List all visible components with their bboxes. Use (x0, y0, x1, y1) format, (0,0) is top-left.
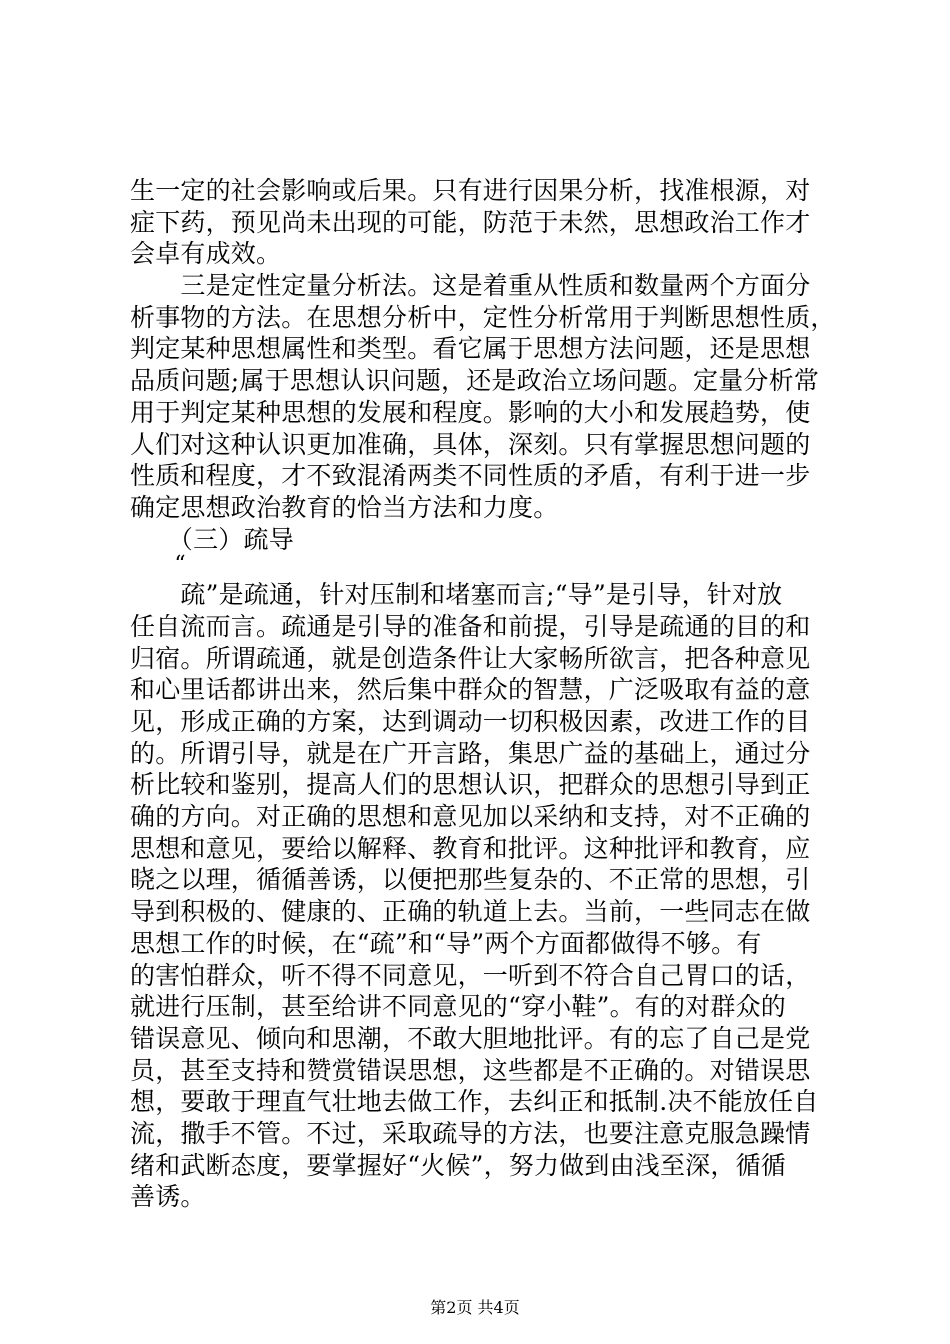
section-heading: （三）疏导 (130, 524, 294, 554)
document-body (130, 175, 836, 1213)
text-line: 确定思想政治教育的恰当方法和力度。 (130, 492, 559, 522)
text-line: 析事物的方法。在思想分析中，定性分析常用于判断思想性质， (130, 302, 836, 332)
text-line: 会卓有成效。 (130, 239, 282, 269)
text-line: 归宿。所谓疏通，就是创造条件让大家畅所欲言，把各种意见 (130, 643, 811, 673)
text-line: 思想工作的时候，在“疏”和“导”两个方面都做得不够。有 (130, 928, 762, 958)
text-line: 疏”是疏通，针对压制和堵塞而言;“导”是引导，针对放 (130, 580, 783, 610)
text-line: 性质和程度，才不致混淆两类不同性质的矛盾，有利于进一步 (130, 461, 811, 491)
text-line: 症下药，预见尚未出现的可能，防范于未然，思想政治工作才 (130, 207, 811, 237)
text-line: 任自流而言。疏通是引导的准备和前提，引导是疏通的目的和 (130, 611, 811, 641)
text-line: 思想和意见，要给以解释、教育和批评。这种批评和教育，应 (130, 833, 811, 863)
page-footer: 第2页 共4页 (430, 1298, 520, 1317)
text-line: 的害怕群众，听不得不同意见，一听到不符合自己胃口的话， (130, 960, 811, 990)
text-line: 确的方向。对正确的思想和意见加以采纳和支持，对不正确的 (130, 802, 811, 832)
text-line: 三是定性定量分析法。这是着重从性质和数量两个方面分 (130, 271, 811, 301)
text-line: 员，甚至支持和赞赏错误思想，这些都是不正确的。对错误思 (130, 1055, 811, 1085)
text-line: 导到积极的、健康的、正确的轨道上去。当前，一些同志在做 (130, 897, 811, 927)
text-line: 善诱。 (130, 1182, 206, 1212)
text-line: 用于判定某种思想的发展和程度。影响的大小和发展趋势，使 (130, 397, 811, 427)
text-line: 错误意见、倾向和思潮，不敢大胆地批评。有的忘了自己是党 (130, 1023, 811, 1053)
text-line: 晓之以理，循循善诱，以便把那些复杂的、不正常的思想，引 (130, 865, 811, 895)
text-line: 析比较和鉴别，提高人们的思想认识，把群众的思想引导到正 (130, 770, 811, 800)
text-line: 人们对这种认识更加准确，具体，深刻。只有掌握思想问题的 (130, 429, 811, 459)
text-line: 绪和武断态度，要掌握好“火候”，努力做到由浅至深，循循 (130, 1150, 786, 1180)
text-line: 的。所谓引导，就是在广开言路，集思广益的基础上，通过分 (130, 738, 811, 768)
text-line: 和心里话都讲出来，然后集中群众的智慧，广泛吸取有益的意 (130, 675, 811, 705)
text-line: 生一定的社会影响或后果。只有进行因果分析，找准根源，对 (130, 176, 811, 205)
text-line: 判定某种思想属性和类型。看它属于思想方法问题，还是思想 (130, 334, 811, 364)
text-line: 想，要敢于理直气壮地去做工作，去纠正和抵制.决不能放任自 (130, 1087, 819, 1117)
text-line: 流，撒手不管。不过，采取疏导的方法，也要注意克服急躁情 (130, 1118, 811, 1148)
text-line: “ (130, 552, 186, 578)
text-line: 品质问题;属于思想认识问题，还是政治立场问题。定量分析常 (130, 366, 820, 396)
text-line: 见，形成正确的方案，达到调动一切积极因素，改进工作的目 (130, 707, 811, 736)
text-line: 就进行压制，甚至给讲不同意见的“穿小鞋”。有的对群众的 (130, 992, 786, 1022)
